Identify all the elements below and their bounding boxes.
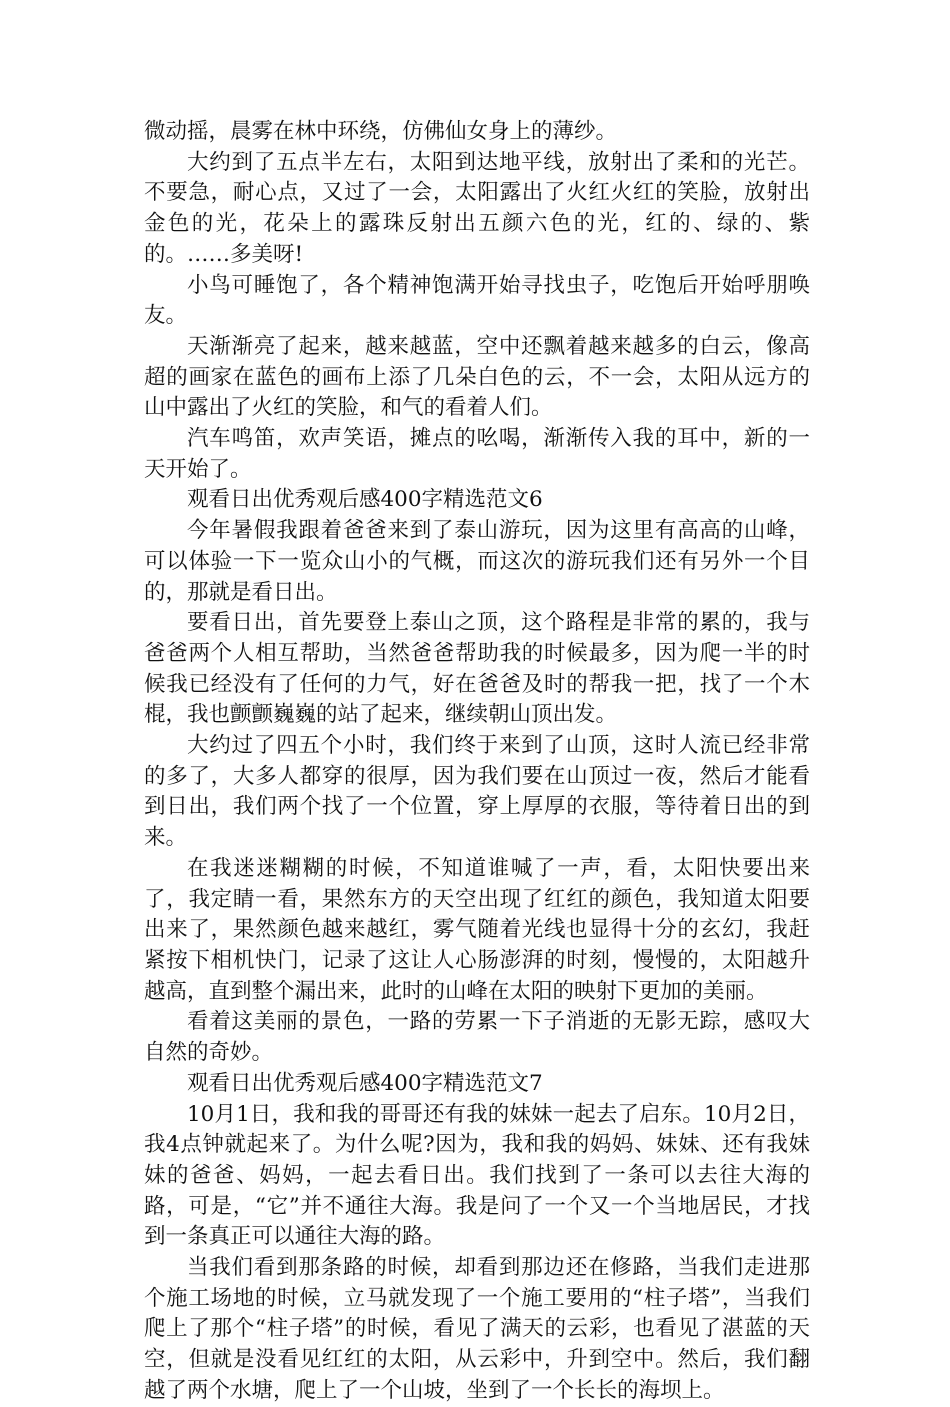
paragraph: 10月1日，我和我的哥哥还有我的妹妹一起去了启东。10月2日，我4点钟就起来了。为什么呢?因为，我和我的妈妈、妹妹、还有我妹妹的爸爸、妈妈，一起去看日出。我们找到了一条可以去往大海的路，可是，“它”并不通往大海。我是问了一个又一个当地居民，才找到一条真正可以通往大海的路。: [144, 1101, 810, 1250]
paragraph: 天渐渐亮了起来，越来越蓝，空中还飘着越来越多的白云，像高超的画家在蓝色的画布上添了几朵白色的云，不一会，太阳从远方的山中露出了火红的笑脸，和气的看着人们。: [144, 333, 810, 421]
paragraph: 大约过了四五个小时，我们终于来到了山顶，这时人流已经非常的多了，大多人都穿的很厚，因为我们要在山顶过一夜，然后才能看到日出，我们两个找了一个位置，穿上厚厚的衣服，等待着日出的到来。: [144, 733, 810, 851]
paragraph: 今年暑假我跟着爸爸来到了泰山游玩，因为这里有高高的山峰，可以体验一下一览众山小的气概，而这次的游玩我们还有另外一个目的，那就是看日出。: [144, 518, 810, 605]
document-page: [144, 117, 810, 1407]
paragraph: 当我们看到那条路的时候，却看到那边还在修路，当我们走进那个施工场地的时候，立马就发现了一个施工要用的“柱子塔”，当我们爬上了那个“柱子塔”的时候，看见了满天的云彩，也看见了湛蓝的天空，但就是没看见红红的太阳，从云彩中，升到空中。然后，我们翻越了两个水塘，爬上了一个山坡，坐到了一个长长的海坝上。: [144, 1255, 810, 1403]
section-heading: 观看日出优秀观后感400字精选范文6: [187, 487, 543, 513]
paragraph: 在我迷迷糊糊的时候，不知道谁喊了一声，看，太阳快要出来了，我定睛一看，果然东方的天空出现了红红的颜色，我知道太阳要出来了，果然颜色越来越红，雾气随着光线也显得十分的玄幻，我赶紧按下相机快门，记录了这让人心肠澎湃的时刻，慢慢的，太阳越升越高，直到整个漏出来，此时的山峰在太阳的映射下更加的美丽。: [144, 855, 810, 1004]
paragraph: 小鸟可睡饱了，各个精神饱满开始寻找虫子，吃饱后开始呼朋唤友。: [144, 272, 810, 329]
paragraph: 汽车鸣笛，欢声笑语，摊点的吆喝，渐渐传入我的耳中，新的一天开始了。: [144, 426, 810, 482]
section-heading: 观看日出优秀观后感400字精选范文7: [187, 1070, 543, 1096]
paragraph: 要看日出，首先要登上泰山之顶，这个路程是非常的累的，我与爸爸两个人相互帮助，当然爸爸帮助我的时候最多，因为爬一半的时候我已经没有了任何的力气，好在爸爸及时的帮我一把，找了一个木棍，我也颤颤巍巍的站了起来，继续朝山顶出发。: [144, 610, 810, 728]
paragraph-continued: 微动摇，晨雾在林中环绕，仿佛仙女身上的薄纱。: [144, 119, 618, 144]
paragraph: 大约到了五点半左右，太阳到达地平线，放射出了柔和的光芒。不要急，耐心点，又过了一会，太阳露出了火红火红的笑脸，放射出金色的光，花朵上的露珠反射出五颜六色的光，红的、绿的、紫的。……多美呀!: [144, 149, 810, 267]
paragraph: 看着这美丽的景色，一路的劳累一下子消逝的无影无踪，感叹大自然的奇妙。: [144, 1009, 810, 1066]
